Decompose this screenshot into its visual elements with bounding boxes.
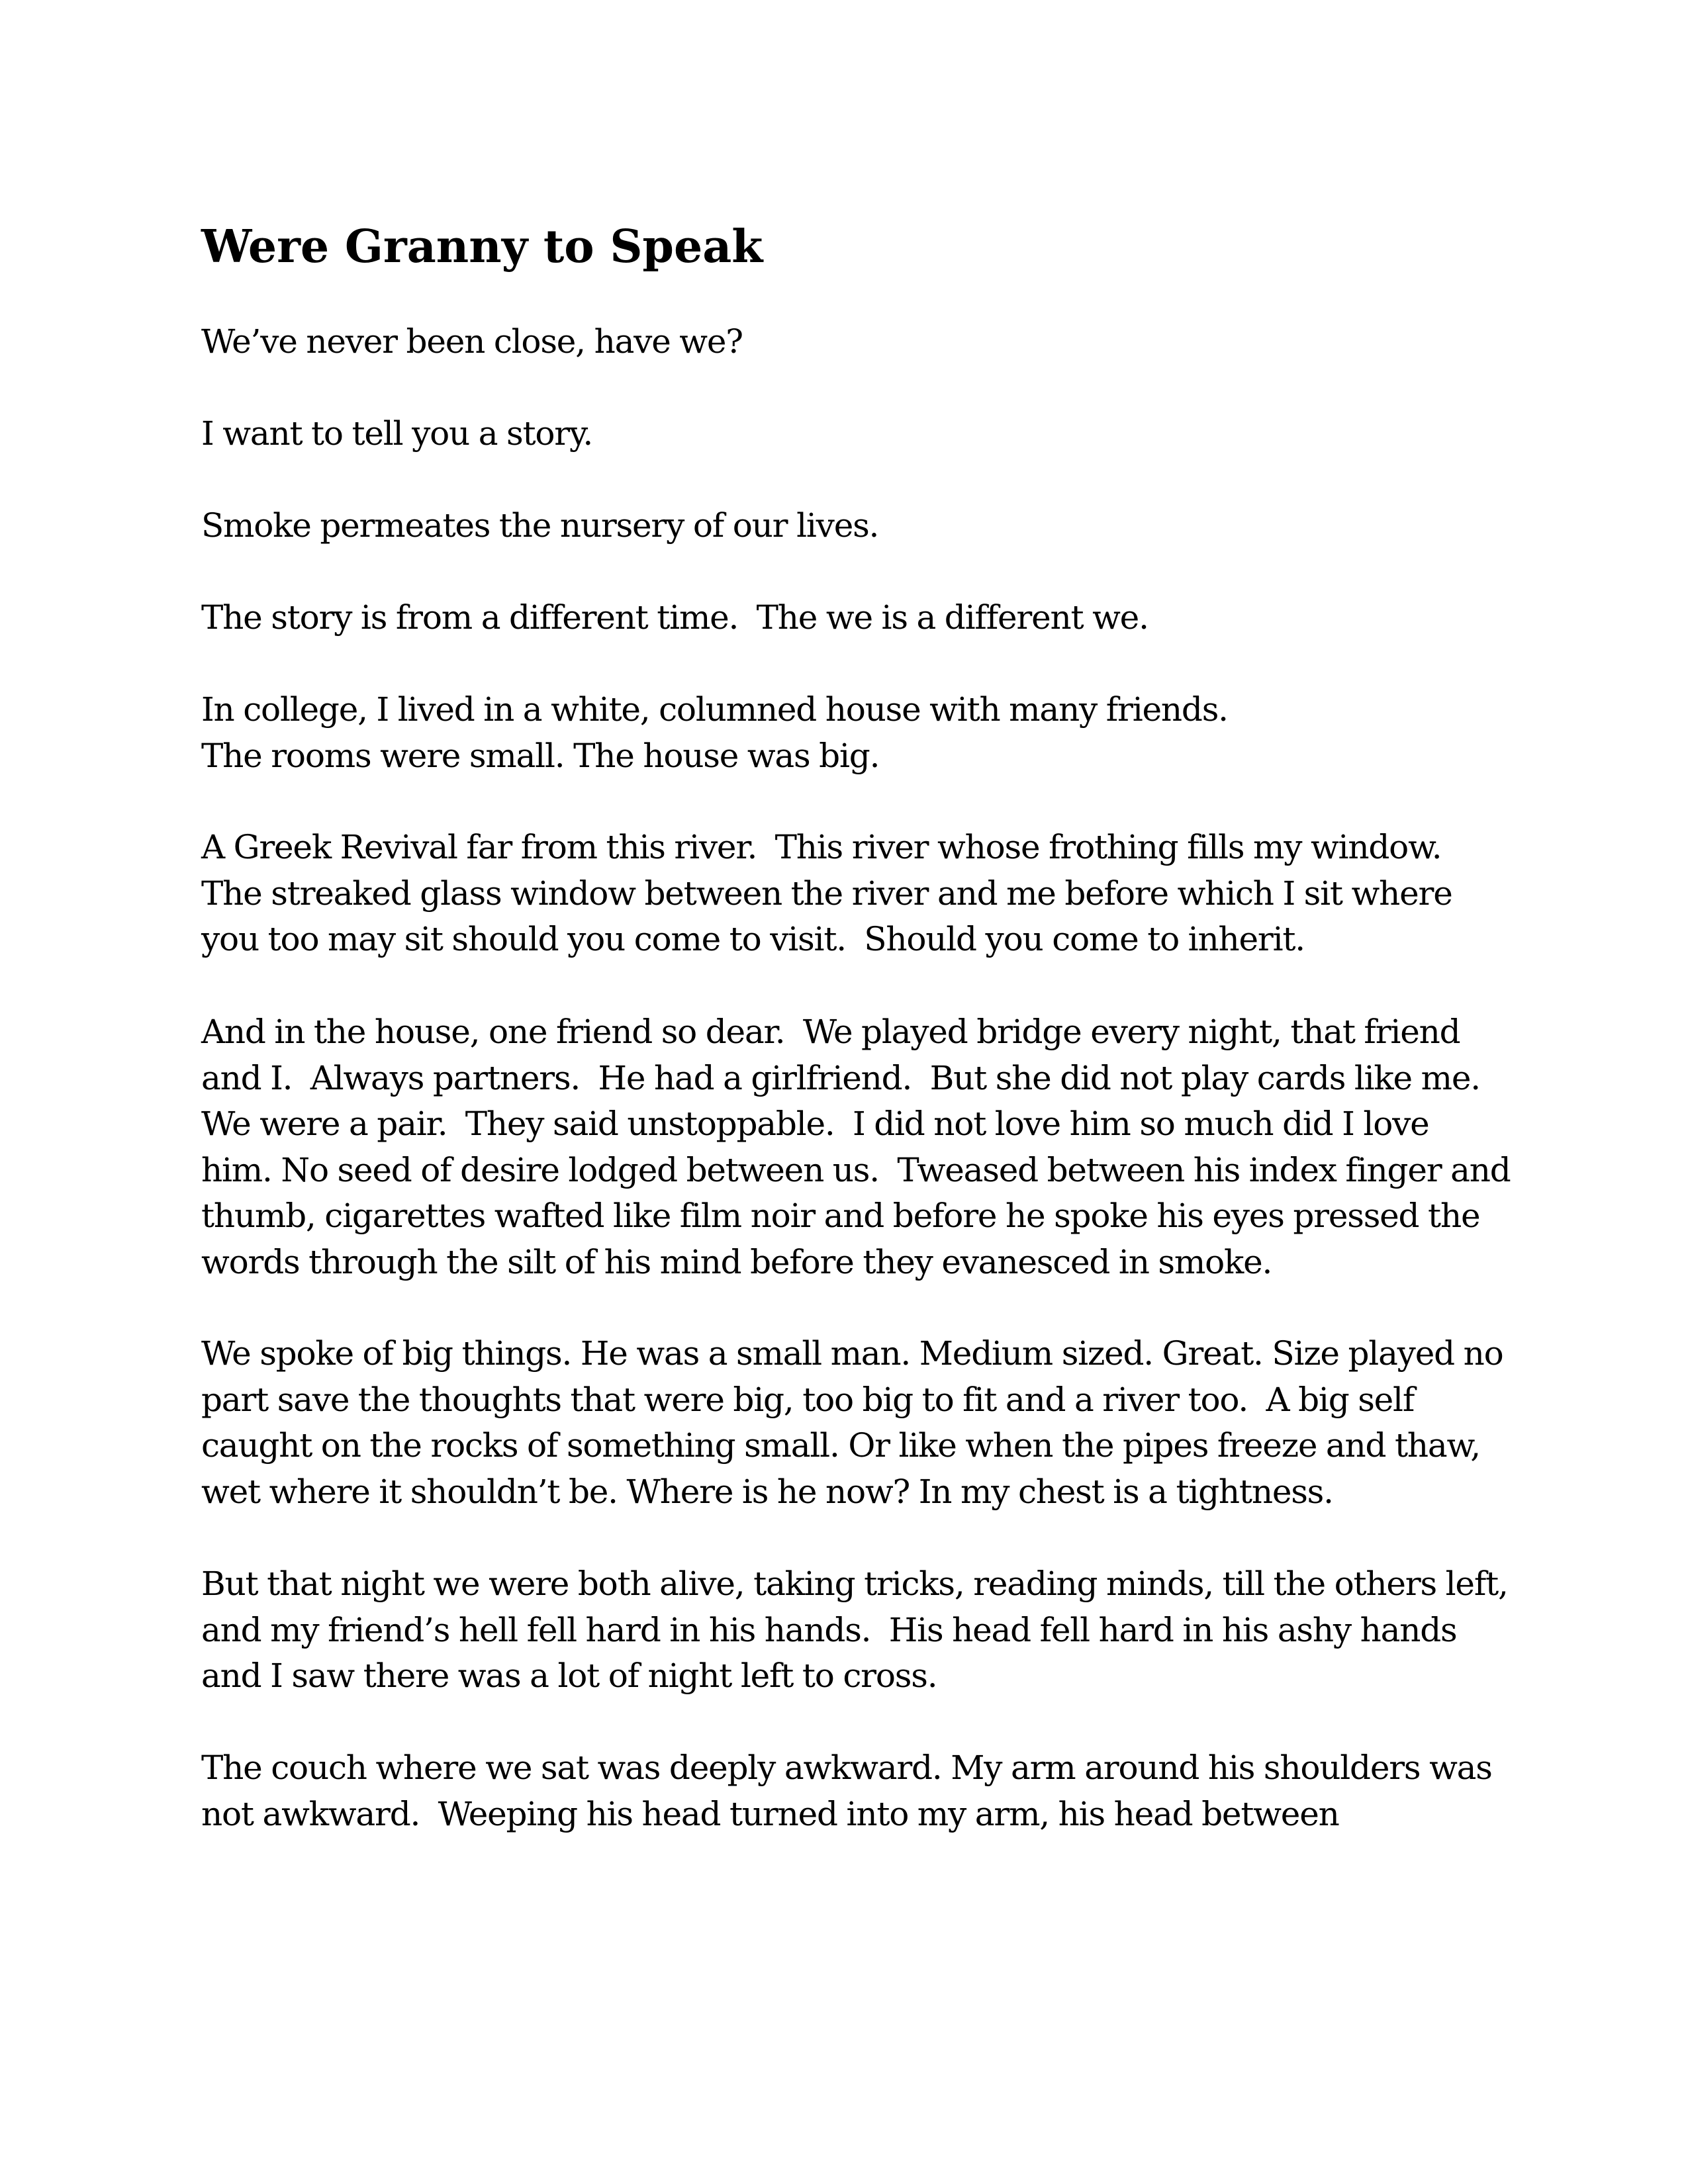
text-line: wet where it shouldn’t be. Where is he now? In my chest is a tightness. <box>201 1472 1333 1511</box>
document-page <box>201 217 1591 1833</box>
text-line: thumb, cigarettes wafted like film noir and before he spoke his eyes pressed the <box>201 1197 1480 1235</box>
text-line: I want to tell you a story. <box>201 414 593 453</box>
stanza-2 <box>201 411 592 457</box>
document-title: Were Granny to Speak <box>201 220 763 273</box>
stanza-5 <box>201 687 1228 779</box>
text-line: not awkward. Weeping his head turned into my arm, his head between <box>201 1794 1339 1833</box>
text-line: Smoke permeates the nursery of our lives. <box>201 506 879 545</box>
text-line: part save the thoughts that were big, too big to fit and a river too. A big self <box>201 1380 1415 1419</box>
text-line: him. No seed of desire lodged between us. Tweased between his index finger and <box>201 1150 1511 1189</box>
text-line: The streaked glass window between the river and me before which I sit where <box>201 874 1452 913</box>
stanza-6 <box>201 825 1452 963</box>
stanza-9 <box>201 1561 1508 1700</box>
text-line: you too may sit should you come to visit. Should you come to inherit. <box>201 920 1305 958</box>
text-line: and I saw there was a lot of night left to cross. <box>201 1657 937 1695</box>
text-line: and my friend’s hell fell hard in his hands. His head fell hard in his ashy hands <box>201 1610 1457 1649</box>
stanza-7 <box>201 1009 1511 1285</box>
text-line: words through the silt of his mind before they evanesced in smoke. <box>201 1242 1272 1281</box>
text-line: But that night we were both alive, taking tricks, reading minds, till the others left, <box>201 1565 1508 1603</box>
text-line: The story is from a different time. The we is a different we. <box>201 598 1149 637</box>
stanza-8 <box>201 1331 1503 1515</box>
text-line: We were a pair. They said unstoppable. I did not love him so much did I love <box>201 1105 1429 1143</box>
stanza-3 <box>201 503 878 549</box>
text-line: caught on the rocks of something small. Or like when the pipes freeze and thaw, <box>201 1426 1480 1465</box>
text-line: And in the house, one friend so dear. We played bridge every night, that friend <box>201 1013 1460 1051</box>
text-line: The rooms were small. The house was big. <box>201 736 880 775</box>
text-line: A Greek Revival far from this river. This river whose frothing fills my window. <box>201 828 1442 866</box>
stanza-4 <box>201 595 1149 641</box>
stanza-1 <box>201 319 743 365</box>
text-line: In college, I lived in a white, columned house with many friends. <box>201 690 1228 729</box>
text-line: The couch where we sat was deeply awkward. My arm around his shoulders was <box>201 1749 1492 1787</box>
text-line: and I. Always partners. He had a girlfriend. But she did not play cards like me. <box>201 1058 1480 1097</box>
text-line: We’ve never been close, have we? <box>201 322 743 361</box>
stanza-10 <box>201 1745 1492 1837</box>
text-line: We spoke of big things. He was a small man. Medium sized. Great. Size played no <box>201 1334 1503 1373</box>
